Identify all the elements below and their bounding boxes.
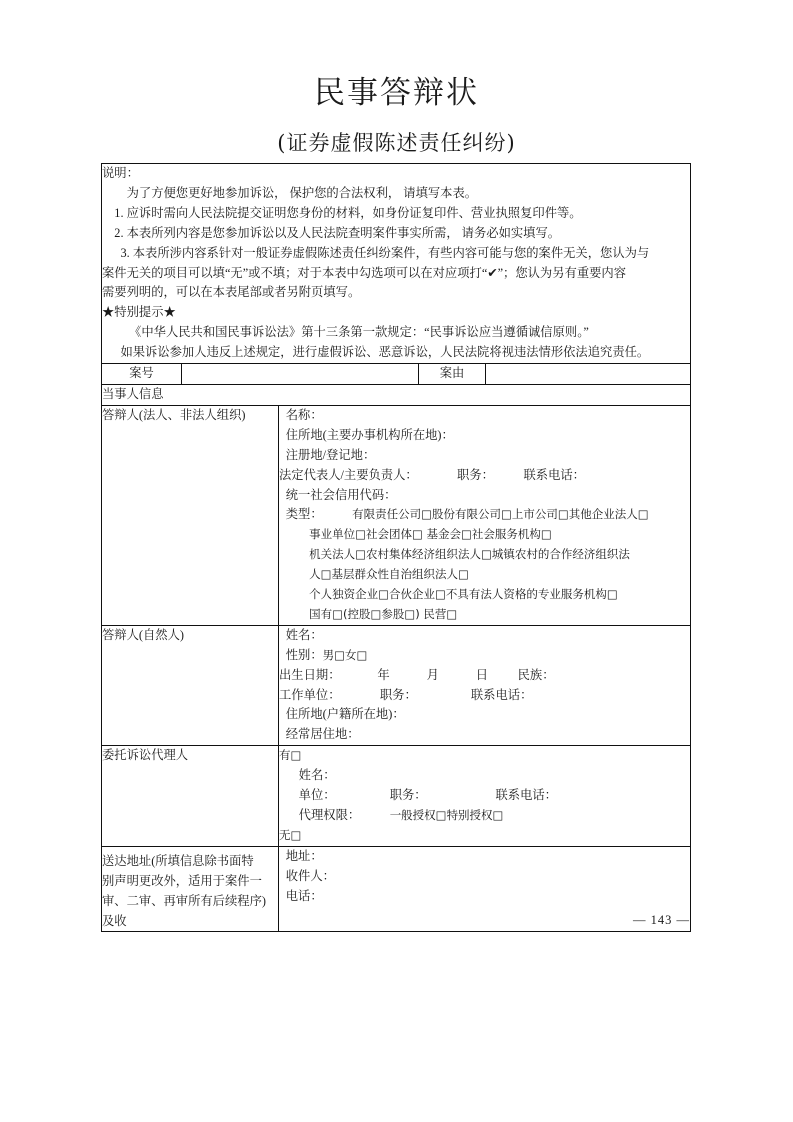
agent-row (102, 746, 691, 847)
special-tip-line-2: 如果诉讼参加人违反上述规定，进行虚假诉讼、恶意诉讼，人民法院将视违法情形依法追究责任。 (120, 345, 650, 360)
gender-female-checkbox[interactable]: 女□ (345, 647, 368, 662)
person-birth-label: 出生日期： (279, 667, 341, 682)
instructions-item-3-line-2: 案件无关的项目可以填“无”或不填；对于本表中勾选项可以在对应项打“✔”；您认为另有重要内容 (102, 265, 627, 280)
respondent-entity-row (102, 405, 691, 625)
entity-type-options-line-6[interactable]: 国有□(控股□参股□) 民营□ (309, 606, 458, 621)
respondent-form-table (101, 163, 691, 932)
form-table-wrapper (101, 163, 690, 932)
person-domicile-label: 住所地(户籍所在地)： (285, 707, 405, 722)
birth-month-unit: 月 (426, 667, 439, 682)
entity-type-options-line-1[interactable]: 有限责任公司□股份有限公司□上市公司□其他企业法人□ (352, 507, 649, 522)
case-number-input[interactable] (182, 364, 419, 385)
entity-type-options-line-3[interactable]: 机关法人□农村集体经济组织法人□城镇农村的合作经济组织法 (309, 547, 630, 562)
person-residence-label: 经常居住地： (285, 727, 360, 742)
agent-position-label: 职务： (389, 788, 427, 803)
respondent-entity-label: 答辩人(法人、非法人组织) (102, 405, 279, 625)
entity-type-label: 类型： (285, 507, 323, 522)
service-address-label-line-1: 送达地址(所填信息除书面特 (102, 853, 254, 868)
respondent-natural-row (102, 625, 691, 745)
instructions-row (102, 164, 691, 364)
special-tip-header: ★特别提示★ (102, 305, 176, 320)
instructions-item-1: 1. 应诉时需向人民法院提交证明您身份的材料，如身份证复印件、营业执照复印件等。 (114, 205, 582, 220)
agent-label: 委托诉讼代理人 (102, 746, 279, 847)
service-address-label-line-2: 别声明更改外，适用于案件一 (102, 873, 262, 888)
entity-registration-label: 注册地/登记地： (285, 447, 376, 462)
person-gender-label: 性别： (285, 647, 323, 662)
agent-authority-special-checkbox[interactable]: 特别授权□ (446, 808, 504, 822)
entity-credit-code-label: 统一社会信用代码： (285, 487, 397, 502)
gender-male-checkbox[interactable]: 男□ (322, 647, 346, 662)
instructions-item-3-line-1: 3. 本表所涉内容系针对一般证券虚假陈述责任纠纷案件，有些内容可能与您的案件无关，您认为与 (120, 245, 650, 260)
agent-authority-general-checkbox[interactable]: 一般授权□ (389, 808, 447, 822)
instructions-item-3-line-3: 需要列明的，可以在本表尾部或者另附页填写。 (102, 285, 361, 300)
person-ethnicity-label: 民族： (517, 667, 555, 682)
birth-year-unit: 年 (377, 667, 390, 682)
instructions-item-2: 2. 本表所列内容是您参加诉讼以及人民法院查明案件事实所需， 请务必如实填写。 (114, 225, 561, 240)
service-address-label-line-4: 及收 (102, 913, 127, 928)
agent-phone-label: 联系电话： (495, 788, 557, 803)
entity-domicile-label: 住所地(主要办事机构所在地)： (285, 427, 454, 442)
party-section-header-row (102, 384, 691, 405)
case-number-label: 案号 (102, 364, 182, 385)
service-address-address-label: 地址： (285, 848, 323, 863)
respondent-entity-fields (279, 405, 691, 625)
service-address-label-line-3: 审、二审、再审所有后续程序) (102, 893, 266, 908)
agent-fields (279, 746, 691, 847)
respondent-natural-label: 答辩人(自然人) (102, 625, 279, 745)
birth-day-unit: 日 (475, 667, 489, 682)
page-subtitle: (证券虚假陈述责任纠纷) (277, 130, 516, 155)
entity-type-options-line-5[interactable]: 个人独资企业□合伙企业□不具有法人资格的专业服务机构□ (309, 587, 618, 602)
person-employer-label: 工作单位： (279, 687, 341, 702)
instructions-heading: 说明： (102, 166, 139, 180)
page-number: — 143 — (633, 913, 690, 927)
title-block (0, 74, 793, 157)
person-name-label: 姓名： (285, 627, 323, 642)
instructions-intro: 为了方便您更好地参加诉讼， 保护您的合法权利， 请填写本表。 (126, 185, 478, 200)
cause-of-action-input[interactable] (486, 364, 691, 385)
cause-of-action-label: 案由 (419, 364, 486, 385)
service-address-recipient-label: 收件人： (285, 868, 335, 883)
agent-none-checkbox[interactable]: 无□ (279, 827, 302, 842)
instructions-cell (102, 164, 691, 364)
agent-authority-label: 代理权限： (298, 808, 361, 822)
respondent-natural-fields (279, 625, 691, 745)
entity-legal-rep-label: 法定代表人/主要负责人： (279, 467, 418, 482)
service-address-phone-label: 电话： (285, 888, 323, 903)
entity-phone-label: 联系电话： (523, 467, 585, 482)
case-info-row (102, 364, 691, 385)
party-section-header: 当事人信息 (102, 384, 691, 405)
special-tip-line-1: 《中华人民共和国民事诉讼法》第十三条第一款规定：“民事诉讼应当遵循诚信原则。” (129, 325, 589, 340)
page-title: 民事答辩状 (314, 75, 479, 111)
agent-unit-label: 单位： (298, 788, 336, 803)
entity-position-label: 职务： (457, 467, 494, 482)
person-phone-label: 联系电话： (470, 687, 533, 702)
person-position-label: 职务： (379, 687, 417, 702)
entity-type-options-line-4[interactable]: 人□基层群众性自治组织法人□ (309, 567, 469, 582)
agent-name-label: 姓名： (298, 768, 336, 783)
agent-has-checkbox[interactable]: 有□ (279, 748, 302, 763)
entity-type-options-line-2[interactable]: 事业单位□社会团体□ 基金会□社会服务机构□ (309, 527, 552, 542)
entity-name-label: 名称： (285, 407, 323, 422)
